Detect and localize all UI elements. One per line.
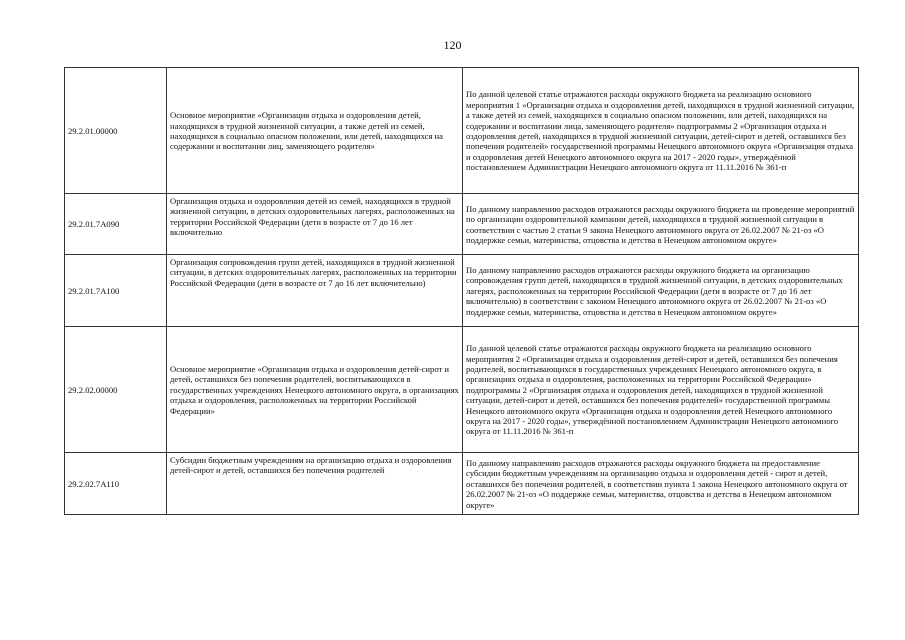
target-article-code: 29.2.02.7А110 [65, 453, 167, 515]
table-row [65, 68, 859, 194]
target-article-description: По данному направлению расходов отражаются расходы окружного бюджета на организацию сопровождения групп детей, находящихся в трудной жизненной ситуации, в детских оздоровительных лагерях, расположенных на территории Российской Федерации (дети в возрасте от 7 до 16 лет включительно) в соответствии с законом Ненецкого автономного округа от 26.02.2007 № 21-оз «О поддержке семьи, материнства, отцовства и детства в Ненецком автономном округе» [463, 255, 859, 327]
page-number: 120 [443, 38, 462, 52]
target-article-name: Организация отдыха и оздоровления детей из семей, находящихся в трудной жизненной ситуации, в детских оздоровительных лагерях, расположенных на территории Российской Федерации (дети в возрасте от 7 до 16 лет включительно [167, 194, 463, 255]
target-article-description: По данной целевой статье отражаются расходы окружного бюджета на реализацию основного мероприятия 2 «Организация отдыха и оздоровления детей-сирот и детей, оставшихся без попечения родителей, воспитывающихся в государственных учреждениях Ненецкого автономного округа, в организациях отдыха и оздоровления, расположенных на территории Российской Федерации» подпрограммы 2 «Организация отдыха и оздоровления детей, находящихся в трудной жизненной ситуации, детей-сирот и детей, оставшихся без попечения родителей» государственной программы Ненецкого автономного округа «Организация отдыха и оздоровления детей Ненецкого автономного округа на 2017 - 2020 годы», утверждённой постановлением Администрации Ненецкого автономного округа от 11.11.2016 № 361-п [463, 327, 859, 453]
target-article-description: По данному направлению расходов отражаются расходы окружного бюджета на проведение мероприятий по организации оздоровительной кампании детей, находящихся в трудной жизненной ситуации в соответствии с частью 2 статьи 9 закона Ненецкого автономного округа от 26.02.2007 № 21-оз «О поддержке семьи, материнства, отцовства и детства в Ненецком автономном округе» [463, 194, 859, 255]
table-row [65, 327, 859, 453]
table-row [65, 255, 859, 327]
target-article-name: Основное мероприятие «Организация отдыха и оздоровления детей, находящихся в трудной жизненной ситуации, а также детей из семей, находящихся в социально опасном положении, или детей, находящихся на содержании и воспитании лиц, заменяющего родителя» [167, 68, 463, 194]
target-article-code: 29.2.01.00000 [65, 68, 167, 194]
target-article-description: По данному направлению расходов отражаются расходы окружного бюджета на предоставление субсидии бюджетным учреждениям на организацию отдыха и оздоровления детей - сирот и детей, оставшихся без попечения родителей, в соответствии пункта 1 закона Ненецкого автономного округа от 26.02.2007 № 21-оз «О поддержке семьи, материнства, отцовства и детства в Ненецком автономном округе» [463, 453, 859, 515]
target-article-name: Основное мероприятие «Организация отдыха и оздоровления детей-сирот и детей, оставшихся без попечения родителей, воспитывающихся в государственных учреждениях Ненецкого автономного округа, в организациях отдыха и оздоровления, расположенных на территории Российской Федерации» [167, 327, 463, 453]
target-article-code: 29.2.01.7А100 [65, 255, 167, 327]
budget-classification-table [64, 67, 859, 515]
table-row [65, 453, 859, 515]
table-row [65, 194, 859, 255]
target-article-code: 29.2.01.7А090 [65, 194, 167, 255]
target-article-description: По данной целевой статье отражаются расходы окружного бюджета на реализацию основного мероприятия 1 «Организация отдыха и оздоровления детей, находящихся в трудной жизненной ситуации, а также детей из семей, находящихся в социально опасном положении, или детей, находящихся на содержании и воспитании лица, заменяющего родителя» подпрограммы 2 «Организация отдыха и оздоровления детей, находящихся в трудной жизненной ситуации, детей-сирот и детей, оставшихся без попечения родителей» государственной программы Ненецкого автономного округа «Организация отдыха и оздоровления детей Ненецкого автономного округа на 2017 - 2020 годы», утверждённой постановлением Администрации Ненецкого автономного округа от 11.11.2016 № 361-п [463, 68, 859, 194]
target-article-name: Субсидии бюджетным учреждениям на организацию отдыха и оздоровления детей-сирот и детей, оставшихся без попечения родителей [167, 453, 463, 515]
target-article-name: Организация сопровождения групп детей, находящихся в трудной жизненной ситуации, в детских оздоровительных лагерях, расположенных на территории Российской Федерации (дети в возрасте от 7 до 16 лет включительно) [167, 255, 463, 327]
target-article-code: 29.2.02.00000 [65, 327, 167, 453]
